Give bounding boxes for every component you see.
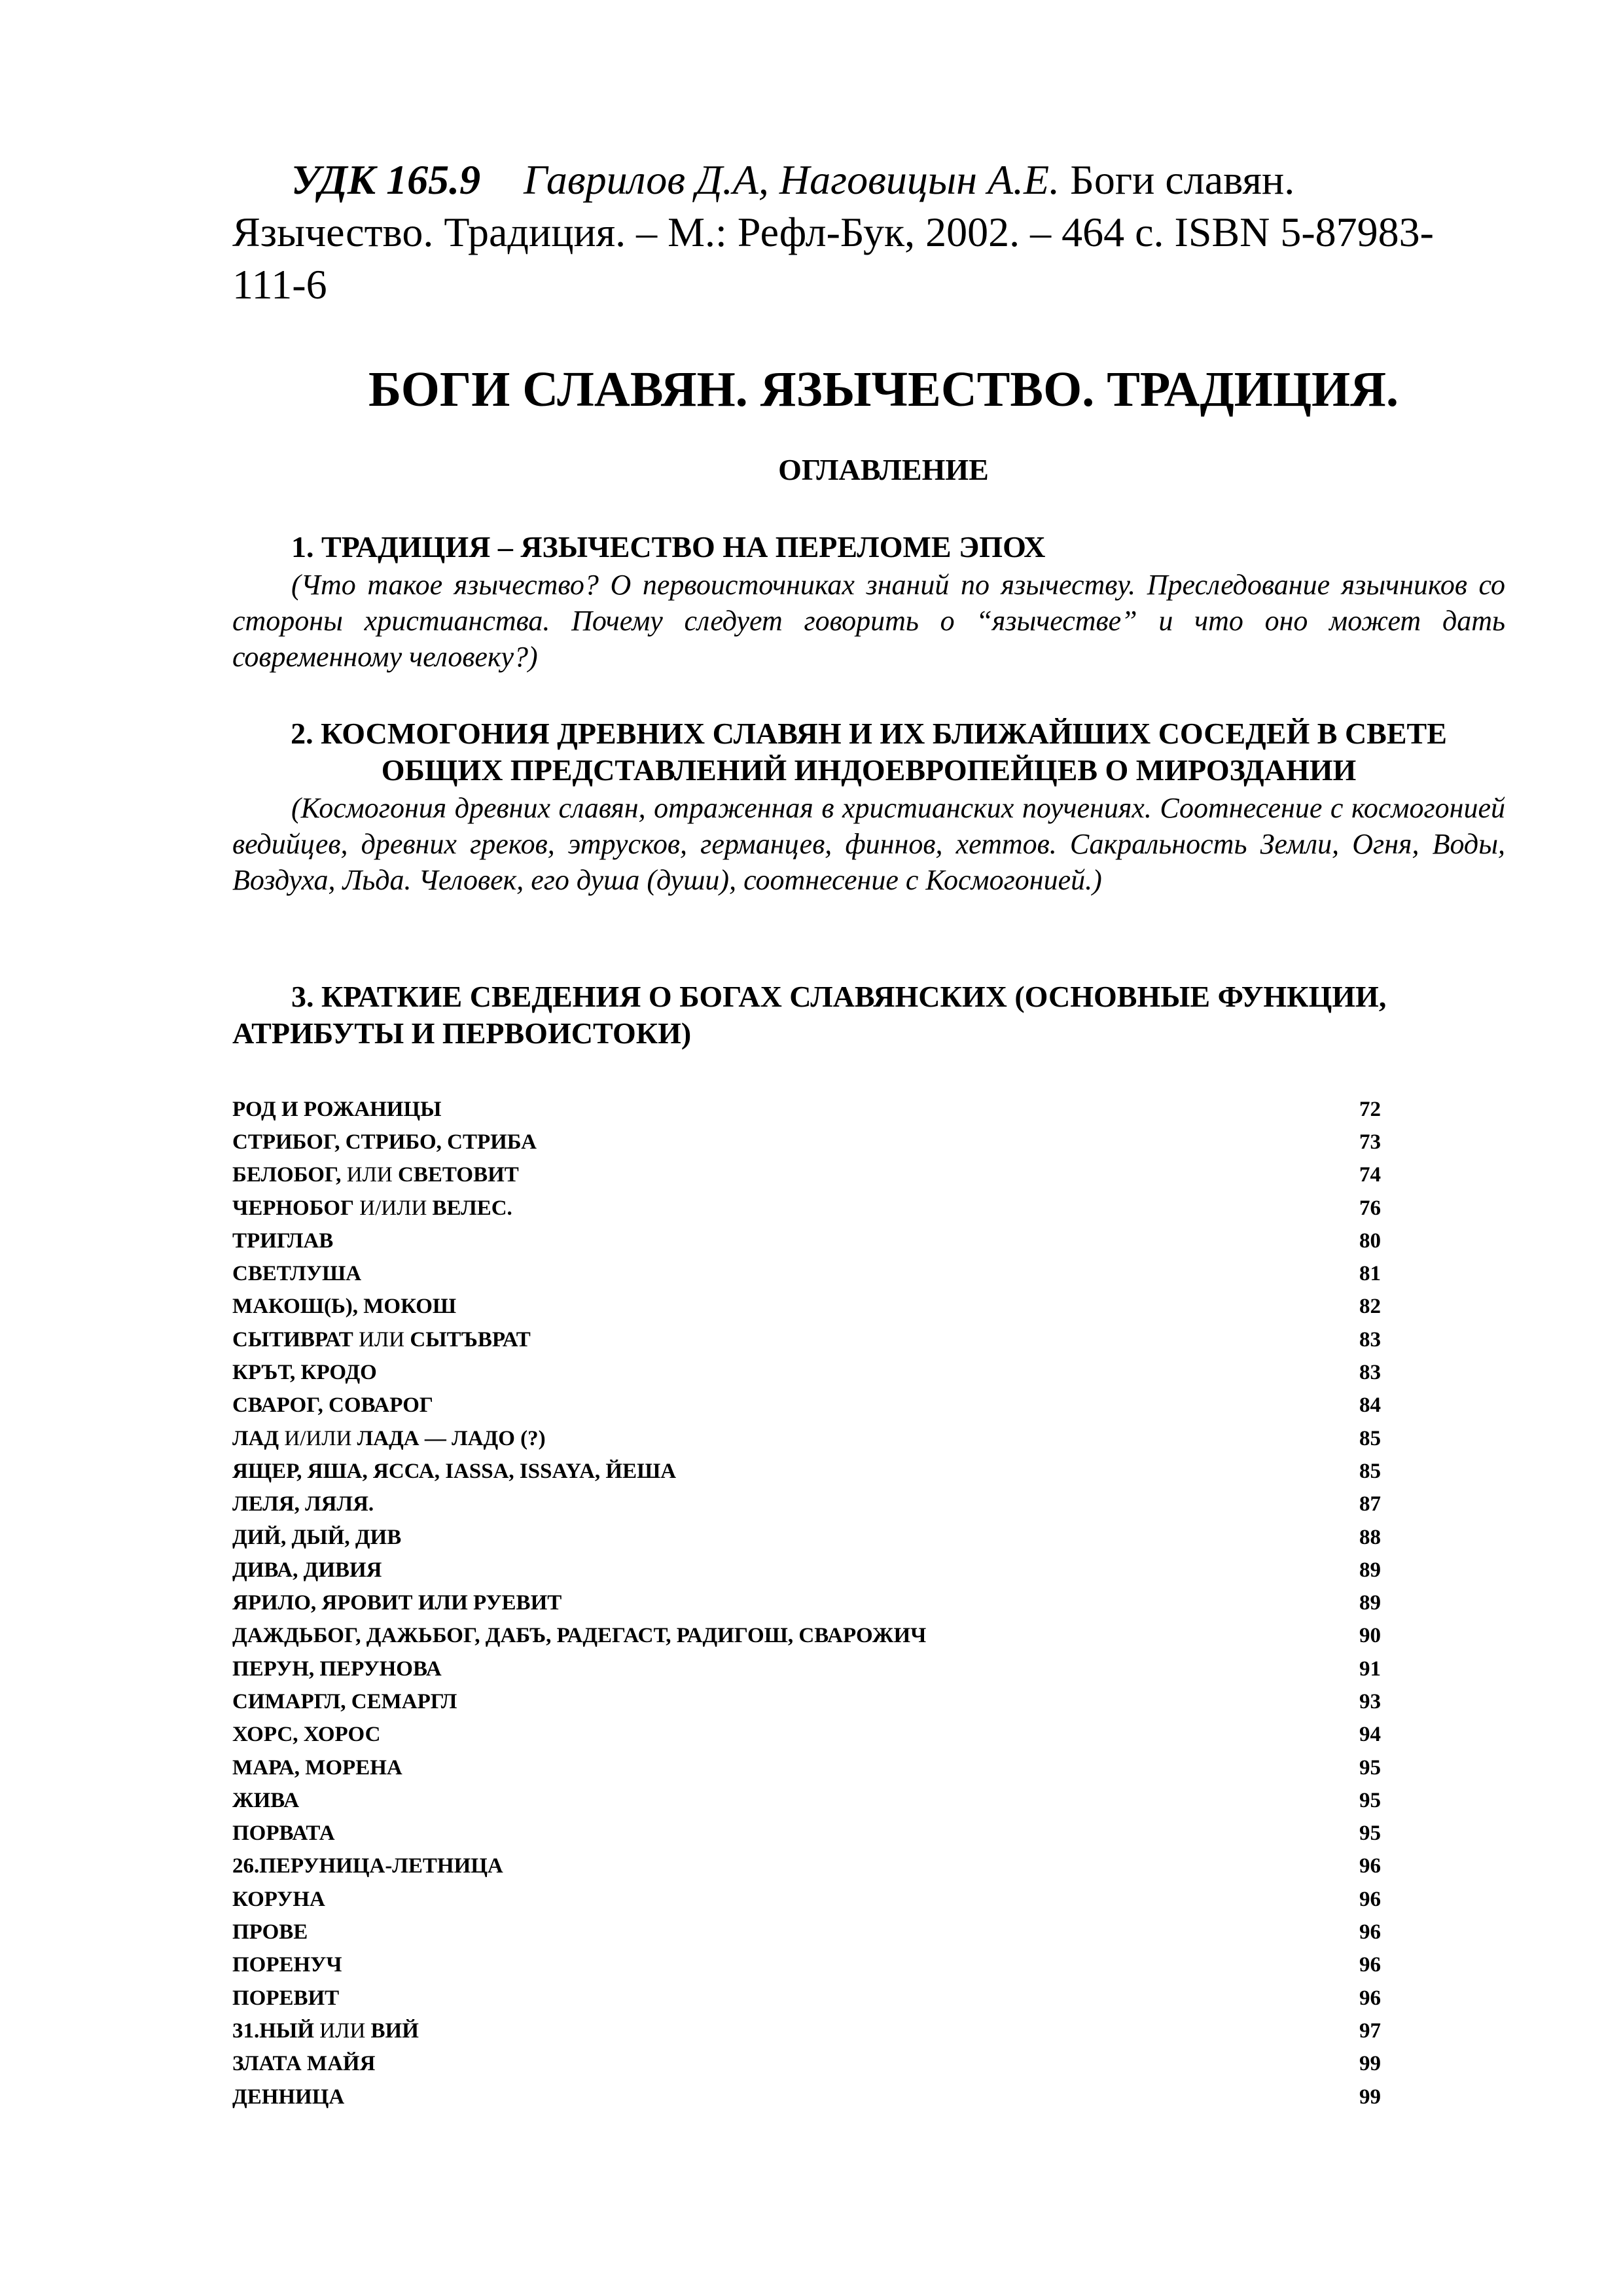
toc-entry-title-part: БЕЛОБОГ, [232,1163,342,1187]
toc-entry-title-part: ЛАДА — ЛАДО (?) [357,1426,546,1450]
toc-entry-title [232,1986,339,2011]
toc-entry-title [232,2052,375,2076]
toc-entry [232,1455,1381,1488]
toc-entry [232,2048,1381,2081]
bibliographic-citation [232,154,1502,311]
toc-entry-title [232,1163,519,1187]
toc-entry [232,1685,1381,1718]
toc-entry [232,1982,1381,2015]
udk-code: УДК 165.9 [291,156,481,203]
toc-entry [232,1554,1381,1587]
toc-entry-title-part: ПОРЕВИТ [232,1986,340,2010]
toc-entry-page: 97 [1359,2018,1381,2043]
toc-entry-title [232,1393,433,1418]
toc-entry-title [232,1295,456,1319]
toc-entry-title-part: ЧЕРНОБОГ [232,1196,354,1220]
toc-entry-page: 80 [1359,1229,1381,1253]
section-1-description: (Что такое язычество? О первоисточниках знаний по язычеству. Преследование язычников со стороны христианства. Почему следует говорить о “язычестве” и что оно может дать современному человеку?) [232,569,1505,673]
toc-entry-page: 93 [1359,1689,1381,1713]
toc-entry [232,1225,1381,1257]
toc-entry-title [232,1558,382,1583]
toc-entry-title-part: ЖИВА [232,1788,300,1812]
section-3-heading: 3. КРАТКИЕ СВЕДЕНИЯ О БОГАХ СЛАВЯНСКИХ (ОСНОВНЫЕ ФУНКЦИИ, АТРИБУТЫ И ПЕРВОИСТОКИ) [232,980,1387,1050]
toc-entry-title [232,1229,333,1253]
toc-entry-title [232,1427,546,1451]
toc-entry-title [232,1821,335,1846]
toc-entry-title-part: И/ИЛИ [353,1196,433,1220]
toc-entry-title-part: ДАЖДЬБОГ, ДАЖЬБОГ, ДАБЪ, РАДЕГАСТ, РАДИГОШ, СВАРОЖИЧ [232,1624,927,1648]
toc-entry-page: 76 [1359,1196,1381,1220]
toc-entry-title [232,1130,537,1155]
toc-entry [232,1390,1381,1422]
toc-entry-page: 89 [1359,1591,1381,1615]
toc-entry-page: 90 [1359,1624,1381,1648]
toc-entry-title-part: ВЕЛЕС. [432,1196,512,1220]
toc-entry-page: 88 [1359,1525,1381,1549]
toc-entry-page: 85 [1359,1459,1381,1483]
toc-entry-title-part: 31.НЫЙ [232,2018,314,2043]
toc-entry-title [232,1657,442,1681]
toc-entry-title-part: МАРА, МОРЕНА [232,1755,402,1780]
toc-entry-title-part: ИЛИ [341,1163,398,1187]
toc-entry-title-part: ТРИГЛАВ [232,1229,334,1253]
toc-entry-title [232,1526,401,1550]
toc-entry-title-part: ПЕРУН, ПЕРУНОВА [232,1657,442,1681]
toc-entry-title-part: ИЛИ [353,1327,410,1352]
toc-entry [232,1784,1381,1817]
toc-entry-title-part: ЛАД [232,1426,279,1450]
toc-entry-page: 72 [1359,1097,1381,1121]
toc-entry-page: 89 [1359,1558,1381,1582]
toc-entry-title [232,1789,299,1813]
toc-entry-title [232,2019,419,2043]
toc-heading: ОГЛАВЛЕНИЕ [778,453,989,486]
toc-entry-title [232,1591,562,1615]
toc-entry-title [232,1953,342,1977]
toc-entry-title-part: ВИЙ [370,2018,419,2043]
toc-entry [232,1587,1381,1619]
toc-entry [232,1257,1381,1290]
toc-entry-title-part: ИЛИ [314,2018,371,2043]
toc-entry-title-part: СВАРОГ, СОВАРОГ [232,1393,433,1418]
toc-entry-page: 96 [1359,1953,1381,1977]
toc-entry-page: 83 [1359,1327,1381,1352]
toc-entry [232,2081,1381,2113]
toc-entry-title-part: ЗЛАТА МАЙЯ [232,2052,376,2076]
toc-entry-title [232,1098,442,1122]
toc-entry-page: 95 [1359,1755,1381,1780]
toc-entry-title [232,1460,676,1484]
toc-entry-title [232,1854,503,1878]
toc-entry-title-part: ПОРВАТА [232,1821,335,1846]
toc-entry [232,2015,1381,2047]
toc-entry-page: 74 [1359,1163,1381,1187]
toc-entry-title-part: СЫТЪВРАТ [410,1327,531,1352]
toc-entry-title-part: СТРИБОГ, СТРИБО, СТРИБА [232,1130,537,1154]
section-2-description: (Космогония древних славян, отраженная в христианских поучениях. Соотнесение с космогонией ведийцев, древних греков, этрусков, германцев, финнов, хеттов. Сакральность Земли, Огня, Воды, Воздуха, Льда. Человек, его душа (души), соотнесение с Космогонией.) [232,792,1505,896]
toc-entry-page: 84 [1359,1393,1381,1418]
section-2-heading: 2. КОСМОГОНИЯ ДРЕВНИХ СЛАВЯН И ИХ БЛИЖАЙШИХ СОСЕДЕЙ В СВЕТЕ ОБЩИХ ПРЕДСТАВЛЕНИЙ ИНДОЕВРОПЕЙЦЕВ О МИРОЗДАНИИ [291,717,1447,787]
toc-entry [232,1356,1381,1389]
toc-entry-title-part: ХОРС, ХОРОС [232,1723,381,1747]
toc-entry [232,1422,1381,1455]
toc-entry-title [232,1624,926,1648]
toc-entry-title [232,1723,380,1747]
toc-entry-page: 96 [1359,1920,1381,1945]
citation-details: Боги славян. Язычество. Традиция. – М.: Рефл-Бук, 2002. – 464 с. ISBN 5-87983-111-6 [232,156,1434,308]
toc-entry [232,1126,1381,1158]
toc-list [232,1093,1381,2113]
toc-entry-page: 91 [1359,1657,1381,1681]
toc-entry-title-part: МАКОШ(Ь), МОКОШ [232,1295,457,1319]
toc-entry-title [232,1262,361,1286]
toc-entry-title-part: ПОРЕНУЧ [232,1953,342,1977]
toc-entry [232,1521,1381,1554]
toc-entry-title [232,1888,325,1912]
toc-entry-page: 96 [1359,1854,1381,1878]
toc-entry-page: 81 [1359,1262,1381,1286]
toc-entry-page: 85 [1359,1426,1381,1450]
toc-entry [232,1751,1381,1784]
toc-entry-page: 95 [1359,1788,1381,1812]
toc-entry-title-part: ДИЙ, ДЫЙ, ДИВ [232,1525,402,1549]
toc-entry [232,1620,1381,1653]
toc-entry [232,1949,1381,1982]
toc-entry-title-part: СВЕТЛУША [232,1262,362,1286]
authors: Гаврилов Д.А, Наговицын А.Е. [524,156,1060,203]
toc-entry-page: 82 [1359,1295,1381,1319]
toc-entry-title-part: ЯРИЛО, ЯРОВИТ ИЛИ РУЕВИТ [232,1591,562,1615]
toc-entry-title-part: ДИВА, ДИВИЯ [232,1558,382,1582]
toc-entry-title-part: 26.ПЕРУНИЦА-ЛЕТНИЦА [232,1854,503,1878]
toc-entry-page: 96 [1359,1986,1381,2010]
toc-entry-title [232,1920,308,1945]
toc-entry-title-part: СЫТИВРАТ [232,1327,353,1352]
toc-entry [232,1916,1381,1948]
toc-entry [232,1850,1381,1883]
toc-entry-page: 87 [1359,1492,1381,1516]
toc-entry [232,1192,1381,1225]
toc-entry-title-part: РОД И РОЖАНИЦЫ [232,1097,442,1121]
toc-entry-title-part: КОРУНА [232,1887,325,1911]
toc-entry-title [232,1328,531,1352]
toc-entry [232,1488,1381,1521]
toc-entry-title-part: СИМАРГЛ, СЕМАРГЛ [232,1689,457,1713]
toc-entry-page: 99 [1359,2052,1381,2076]
toc-entry [232,1653,1381,1685]
toc-entry-title-part: СВЕТОВИТ [397,1163,519,1187]
toc-entry-title-part: ЛЕЛЯ, ЛЯЛЯ. [232,1492,374,1516]
toc-entry-title-part: КРЪТ, КРОДО [232,1361,377,1385]
toc-entry-page: 94 [1359,1723,1381,1747]
toc-entry-page: 95 [1359,1821,1381,1846]
toc-entry [232,1883,1381,1916]
toc-entry [232,1719,1381,1751]
book-title: БОГИ СЛАВЯН. ЯЗЫЧЕСТВО. ТРАДИЦИЯ. [368,362,1399,417]
toc-entry [232,1159,1381,1192]
toc-entry-title-part: ПРОВЕ [232,1920,308,1945]
toc-entry [232,1818,1381,1850]
toc-entry-title [232,1492,374,1516]
toc-entry-title-part: И/ИЛИ [279,1426,357,1450]
toc-entry-title-part: ЯЩЕР, ЯША, ЯССА, IASSA, ISSAYA, ЙЕША [232,1459,677,1483]
toc-entry-page: 83 [1359,1361,1381,1385]
toc-entry-title [232,1756,402,1780]
toc-entry-page: 96 [1359,1887,1381,1911]
toc-entry-page: 99 [1359,2085,1381,2109]
toc-entry-title [232,1690,457,1714]
toc-entry-page: 73 [1359,1130,1381,1154]
toc-entry-title [232,1361,377,1385]
toc-entry [232,1291,1381,1323]
toc-entry [232,1093,1381,1126]
toc-entry [232,1323,1381,1356]
toc-entry-title [232,1196,512,1221]
toc-entry-title-part: ДЕННИЦА [232,2085,345,2109]
section-1-heading: 1. ТРАДИЦИЯ – ЯЗЫЧЕСТВО НА ПЕРЕЛОМЕ ЭПОХ [291,530,1046,564]
toc-entry-title [232,2085,344,2109]
